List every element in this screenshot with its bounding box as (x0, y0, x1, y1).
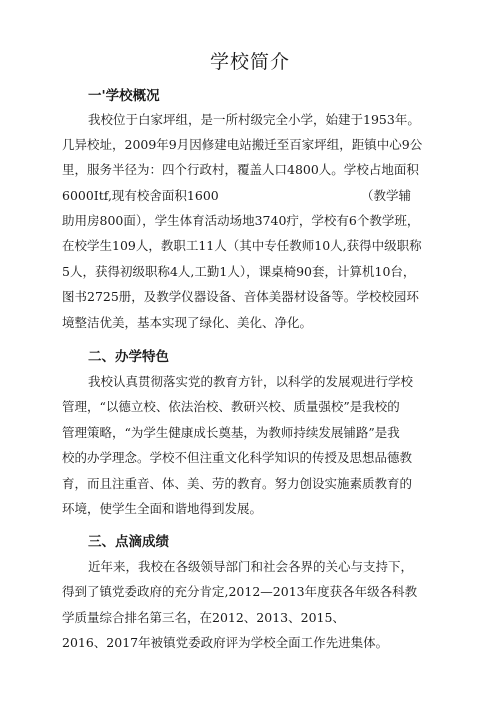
achievements-line-4: 2016、2017年被镇党委政府评为学校全面工作先进集体。 (62, 635, 389, 650)
section-heading-achievements: 三、点滴成绩 (88, 534, 169, 550)
overview-line-6: 在校学生109人，教职工11人（其中专任教师10人,获得中级职称 (62, 238, 422, 253)
overview-line-4: 6000Itf,现有校舍面积1600 (62, 188, 219, 203)
achievements-line-3: 学质量综合排名第三名，在2012、2013、2015、 (62, 610, 345, 625)
overview-line-2: 几异校址，2009年9月因修建电站搬迁至百家坪组，距镇中心9公 (62, 137, 423, 152)
overview-line-5: 助用房800面），学生体育活动场地3740疔，学校有6个教学班， (62, 213, 420, 228)
features-line-4: 校的办学理念。学校不但注重文化科学知识的传授及思想品德教 (62, 450, 413, 465)
overview-line-4-tail: （教学辅 (361, 188, 412, 203)
overview-line-8: 图书2725册，及教学仪器设备、音体美器材设备等。学校校园环 (62, 289, 419, 304)
features-line-2: 管理，“以德立校、依法治校、教研兴校、质量强校”是我校的 (62, 399, 400, 414)
achievements-line-1: 近年来，我校在各级领导部门和社会各界的关心与支持下， (88, 559, 414, 574)
section-heading-overview: 一'学校概况 (88, 88, 160, 104)
overview-line-9: 境整洁优美，基本实现了绿化、美化、净化。 (62, 315, 313, 330)
document-title: 学校简介 (209, 51, 290, 73)
achievements-line-2: 得到了镇党委政府的充分肯定,2012—2013年度获各年级各科教 (62, 584, 418, 599)
features-line-3: 管理策略，“为学生健康成长奠基，为教师持续发展铺路”是我 (62, 425, 400, 440)
overview-line-7: 5人，获得初级职称4人,工勤1人），课桌椅90套，计算机10台， (62, 264, 416, 279)
overview-line-1: 我校位于白家坪组，是一所村级完全小学，始建于1953年。 (88, 112, 420, 127)
features-line-6: 环境，使学生全面和谐地得到发展。 (62, 501, 263, 516)
features-line-1: 我校认真贯彻落实党的教育方针，以科学的发展观进行学校 (88, 374, 414, 389)
features-line-5: 育，而且注重音、体、美、劳的教育。努力创设实施素质教育的 (62, 476, 413, 491)
overview-line-3: 里，服务半径为：四个行政村，覆盖人口4800人。学校占地面积 (62, 162, 419, 177)
section-heading-features: 二、办学特色 (88, 349, 169, 365)
